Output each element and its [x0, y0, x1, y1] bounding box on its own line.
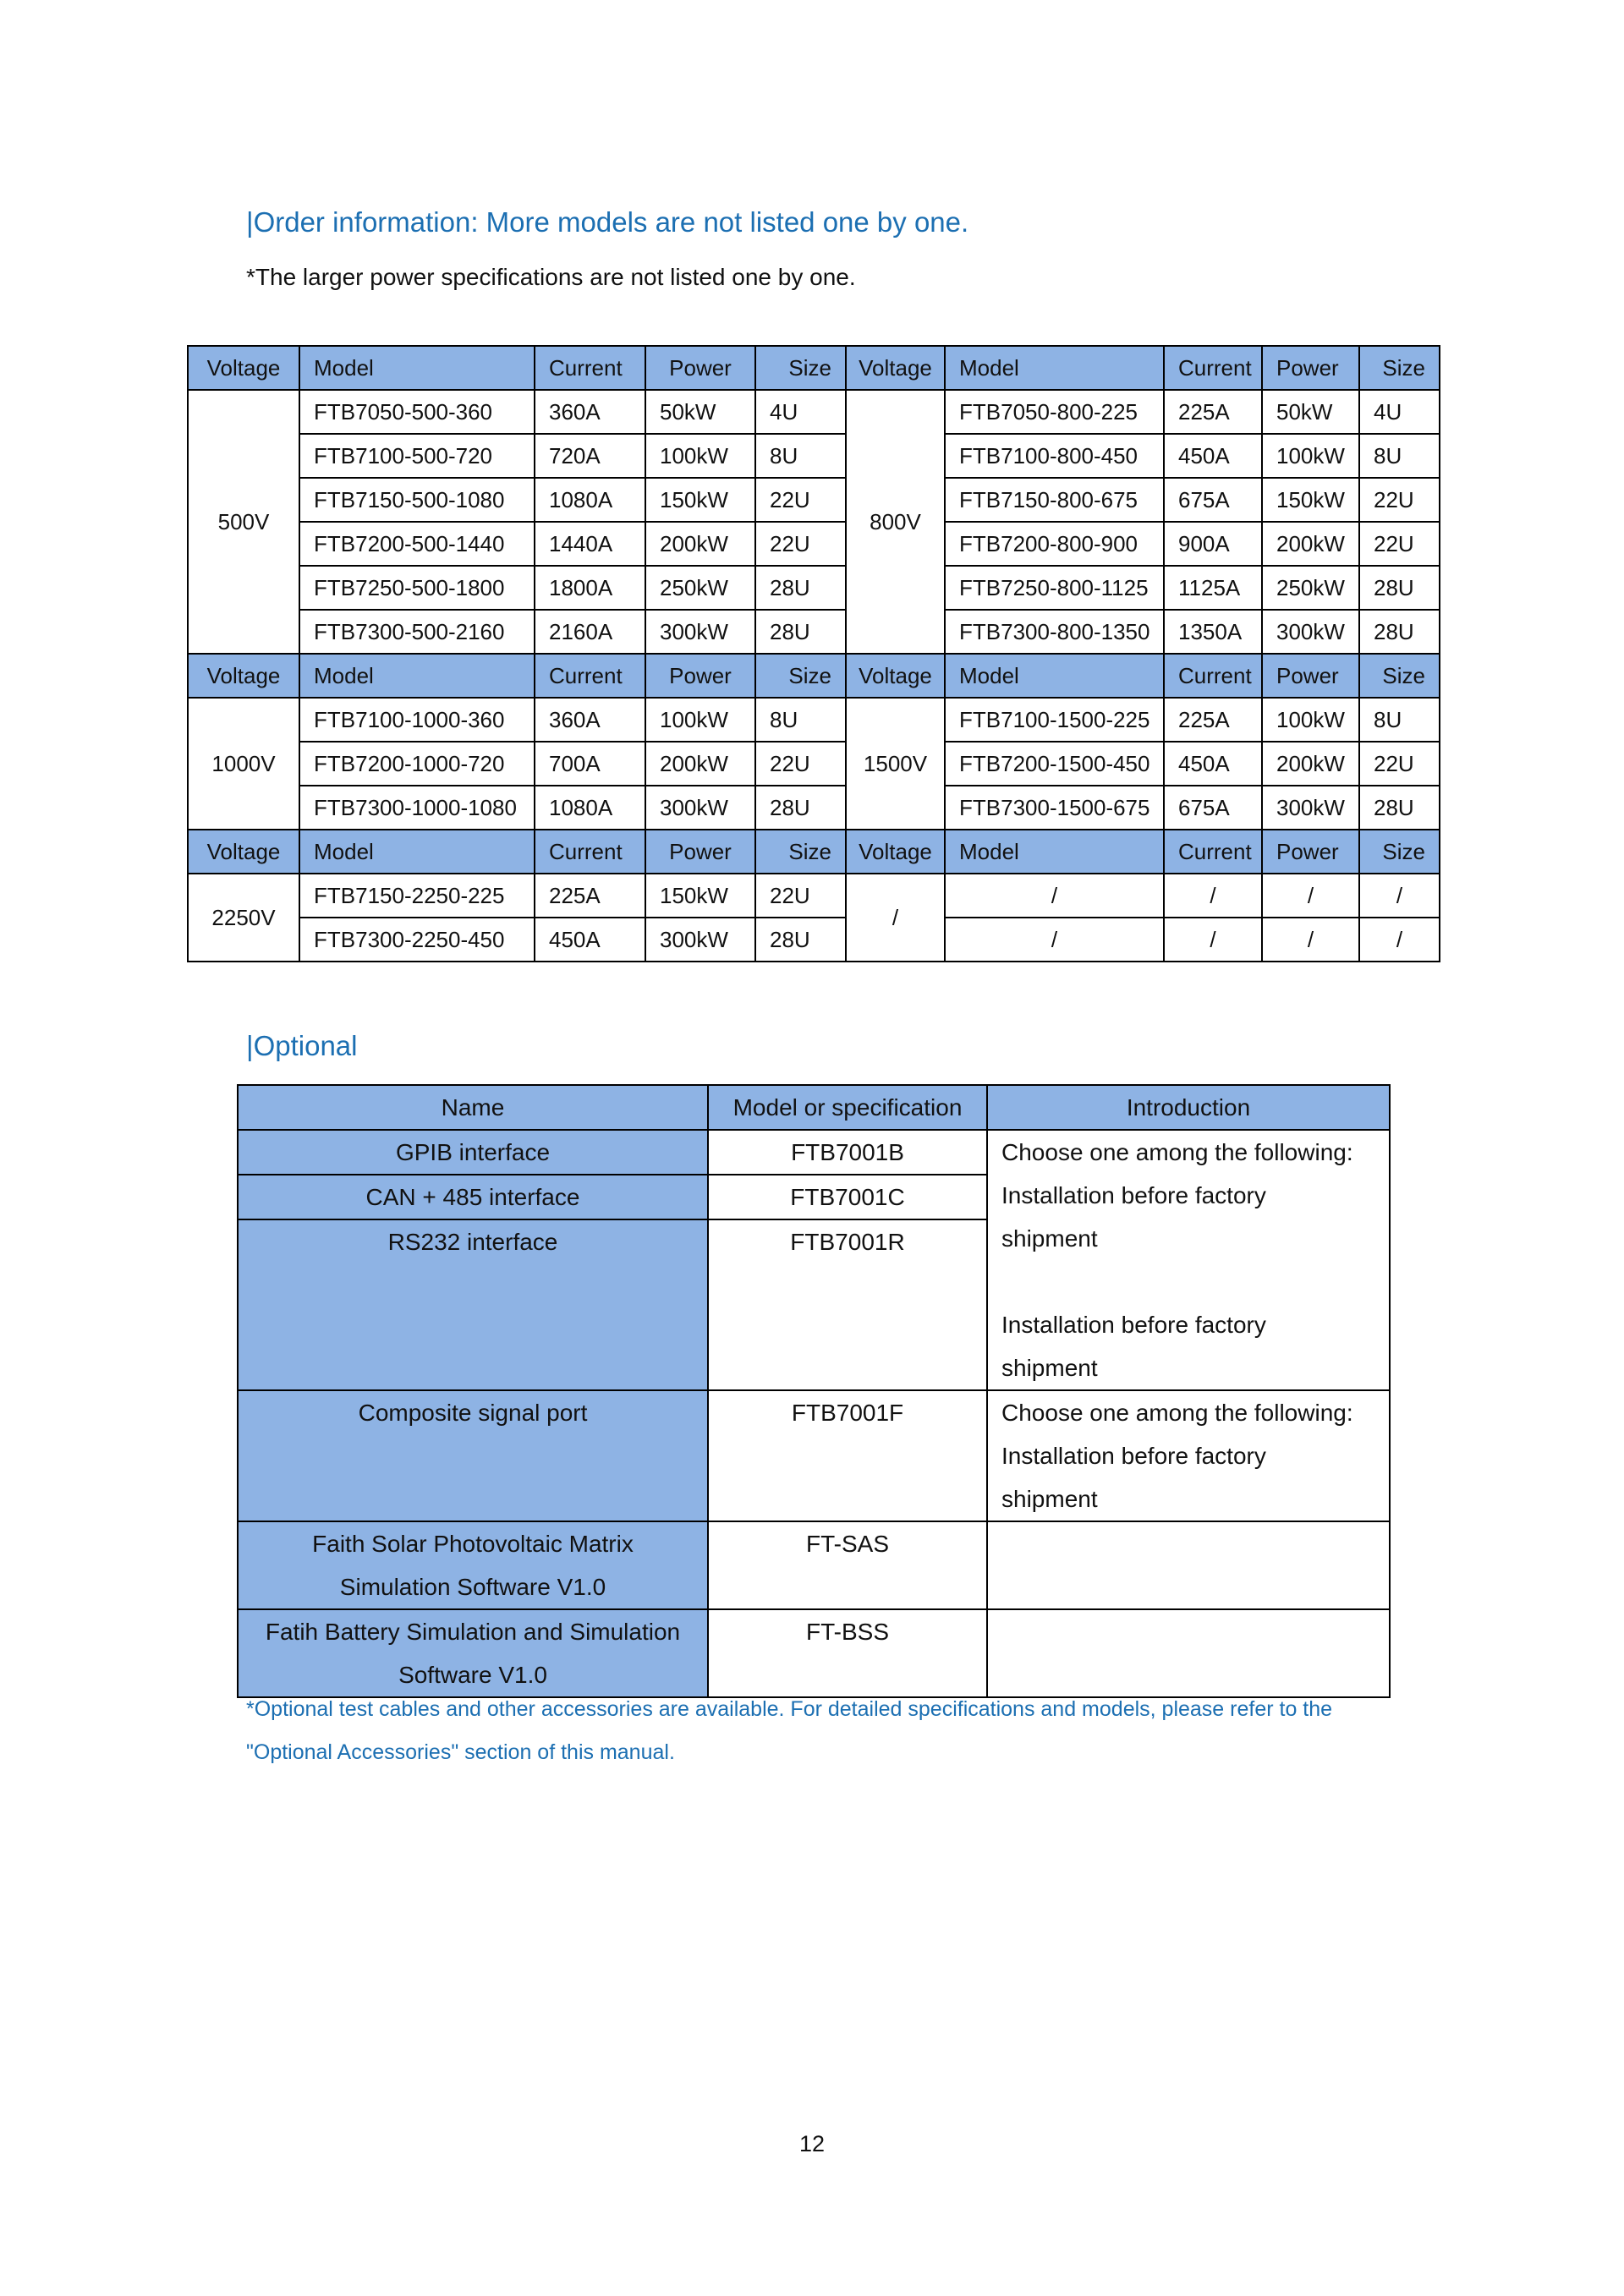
page-number: 12 — [798, 2131, 826, 2156]
order-header-cell: Size — [1359, 830, 1440, 874]
voltage-cell: 1000V — [188, 698, 299, 830]
order-cell: / — [1262, 918, 1359, 962]
order-header-cell: Current — [1164, 346, 1262, 390]
order-cell: FTB7300-2250-450 — [299, 918, 535, 962]
order-cell: / — [1359, 918, 1440, 962]
order-cell: FTB7250-800-1125 — [945, 566, 1164, 610]
table-row — [188, 522, 1440, 566]
order-cell: 450A — [1164, 434, 1262, 478]
order-cell: FTB7100-1000-360 — [299, 698, 535, 742]
option-name: Fatih Battery Simulation and Simulation Software V1.0 — [238, 1609, 708, 1697]
order-cell: FTB7100-1500-225 — [945, 698, 1164, 742]
order-cell: 28U — [1359, 610, 1440, 654]
order-cell: FTB7300-500-2160 — [299, 610, 535, 654]
order-cell: 28U — [755, 786, 846, 830]
order-cell: 50kW — [1262, 390, 1359, 434]
order-cell: / — [945, 918, 1164, 962]
table-row — [188, 742, 1440, 786]
order-cell: 22U — [1359, 522, 1440, 566]
order-note: *The larger power specifications are not listed one by one. — [246, 264, 856, 290]
table-row — [188, 434, 1440, 478]
order-cell: 28U — [755, 918, 846, 962]
order-cell: 28U — [755, 610, 846, 654]
order-header-cell: Power — [1262, 654, 1359, 698]
order-header-cell: Voltage — [846, 654, 945, 698]
order-cell: 1800A — [535, 566, 645, 610]
order-header-row — [188, 654, 1440, 698]
order-cell: FTB7100-500-720 — [299, 434, 535, 478]
order-cell: 100kW — [1262, 698, 1359, 742]
order-cell: / — [1359, 874, 1440, 918]
order-cell: 4U — [1359, 390, 1440, 434]
order-cell: 360A — [535, 698, 645, 742]
order-cell: 22U — [1359, 742, 1440, 786]
order-cell: 28U — [755, 566, 846, 610]
order-cell: FTB7100-800-450 — [945, 434, 1164, 478]
order-cell: 200kW — [645, 742, 755, 786]
order-cell: 200kW — [1262, 522, 1359, 566]
order-cell: 360A — [535, 390, 645, 434]
order-cell: FTB7250-500-1800 — [299, 566, 535, 610]
optional-table — [237, 1084, 1391, 1698]
order-header-cell: Power — [1262, 346, 1359, 390]
order-cell: 50kW — [645, 390, 755, 434]
optional-heading: |Optional — [246, 1030, 358, 1061]
order-cell: 200kW — [645, 522, 755, 566]
order-cell: 200kW — [1262, 742, 1359, 786]
order-cell: 1350A — [1164, 610, 1262, 654]
optional-header-row — [238, 1085, 1390, 1130]
order-cell: 300kW — [1262, 610, 1359, 654]
optional-footnote: *Optional test cables and other accessories are available. For detailed specifications and models, please refer to the "Optional Accessories" section of this manual. — [246, 1697, 1333, 1764]
order-header-cell: Model — [299, 830, 535, 874]
order-cell: FTB7200-500-1440 — [299, 522, 535, 566]
order-header-cell: Power — [1262, 830, 1359, 874]
table-row — [188, 698, 1440, 742]
order-cell: 300kW — [645, 918, 755, 962]
order-header-cell: Voltage — [188, 346, 299, 390]
order-cell: FTB7150-2250-225 — [299, 874, 535, 918]
order-cell: 2160A — [535, 610, 645, 654]
order-cell: 1080A — [535, 478, 645, 522]
order-cell: FTB7050-500-360 — [299, 390, 535, 434]
order-cell: 225A — [1164, 698, 1262, 742]
order-cell: 300kW — [1262, 786, 1359, 830]
order-cell: 28U — [1359, 786, 1440, 830]
order-cell: 100kW — [645, 434, 755, 478]
order-cell: 22U — [755, 742, 846, 786]
order-cell: 28U — [1359, 566, 1440, 610]
order-header-cell: Current — [535, 830, 645, 874]
order-header-cell: Power — [645, 654, 755, 698]
order-heading: |Order information: More models are not listed one by one. — [246, 206, 969, 238]
option-model: FT-BSS — [708, 1609, 987, 1697]
order-cell: 250kW — [645, 566, 755, 610]
order-cell: 900A — [1164, 522, 1262, 566]
option-model: FT-SAS — [708, 1521, 987, 1609]
table-row — [238, 1390, 1390, 1521]
order-header-cell: Current — [535, 654, 645, 698]
voltage-cell: 1500V — [846, 698, 945, 830]
order-cell: 675A — [1164, 786, 1262, 830]
order-cell: / — [1164, 918, 1262, 962]
order-cell: FTB7200-800-900 — [945, 522, 1164, 566]
order-header-cell: Voltage — [846, 830, 945, 874]
order-header-cell: Model — [299, 346, 535, 390]
order-cell: 22U — [755, 478, 846, 522]
order-cell: 22U — [1359, 478, 1440, 522]
order-header-row — [188, 346, 1440, 390]
option-introduction: Choose one among the following: Installation before factory shipment Installation before factory shipment — [987, 1130, 1390, 1390]
option-model: FTB7001C — [708, 1175, 987, 1219]
table-row — [188, 874, 1440, 918]
order-cell: 225A — [1164, 390, 1262, 434]
voltage-cell: / — [846, 874, 945, 962]
order-cell: / — [1262, 874, 1359, 918]
voltage-cell: 2250V — [188, 874, 299, 962]
voltage-cell: 500V — [188, 390, 299, 654]
order-header-cell: Model — [299, 654, 535, 698]
order-cell: 300kW — [645, 610, 755, 654]
order-header-cell: Size — [1359, 346, 1440, 390]
order-header-cell: Power — [645, 346, 755, 390]
order-cell: 225A — [535, 874, 645, 918]
table-row — [238, 1521, 1390, 1609]
table-row — [188, 918, 1440, 962]
table-row — [188, 786, 1440, 830]
order-cell: 100kW — [1262, 434, 1359, 478]
order-header-cell: Size — [755, 830, 846, 874]
voltage-cell: 800V — [846, 390, 945, 654]
option-name: Faith Solar Photovoltaic Matrix Simulation Software V1.0 — [238, 1521, 708, 1609]
order-cell: FTB7150-800-675 — [945, 478, 1164, 522]
order-cell: 100kW — [645, 698, 755, 742]
order-cell: 1440A — [535, 522, 645, 566]
option-model: FTB7001F — [708, 1390, 987, 1521]
option-introduction — [987, 1609, 1390, 1697]
order-header-cell: Model — [945, 346, 1164, 390]
option-name: CAN + 485 interface — [238, 1175, 708, 1219]
order-cell: 8U — [1359, 434, 1440, 478]
order-cell: FTB7150-500-1080 — [299, 478, 535, 522]
order-cell: 150kW — [1262, 478, 1359, 522]
table-row — [238, 1609, 1390, 1697]
order-cell: FTB7050-800-225 — [945, 390, 1164, 434]
order-cell: 150kW — [645, 874, 755, 918]
order-header-cell: Current — [1164, 830, 1262, 874]
order-header-cell: Voltage — [846, 346, 945, 390]
order-cell: FTB7300-800-1350 — [945, 610, 1164, 654]
option-introduction — [987, 1521, 1390, 1609]
option-model: FTB7001R — [708, 1219, 987, 1390]
order-cell: FTB7200-1500-450 — [945, 742, 1164, 786]
order-cell: 700A — [535, 742, 645, 786]
order-cell: 8U — [755, 434, 846, 478]
order-cell: / — [945, 874, 1164, 918]
order-cell: FTB7300-1500-675 — [945, 786, 1164, 830]
order-header-cell: Model — [945, 654, 1164, 698]
order-cell: 300kW — [645, 786, 755, 830]
order-cell: 4U — [755, 390, 846, 434]
table-row — [238, 1130, 1390, 1175]
order-cell: 1125A — [1164, 566, 1262, 610]
order-header-cell: Size — [1359, 654, 1440, 698]
order-header-cell: Size — [755, 346, 846, 390]
order-cell: / — [1164, 874, 1262, 918]
option-name: Composite signal port — [238, 1390, 708, 1521]
order-cell: 22U — [755, 874, 846, 918]
order-cell: 1080A — [535, 786, 645, 830]
option-name: RS232 interface — [238, 1219, 708, 1390]
order-header-cell: Model — [945, 830, 1164, 874]
order-cell: 450A — [535, 918, 645, 962]
order-cell: 250kW — [1262, 566, 1359, 610]
option-introduction: Choose one among the following: Installation before factory shipment — [987, 1390, 1390, 1521]
option-name: GPIB interface — [238, 1130, 708, 1175]
order-table — [187, 345, 1440, 962]
order-cell: FTB7200-1000-720 — [299, 742, 535, 786]
optional-header-cell: Name — [238, 1085, 708, 1130]
order-cell: 450A — [1164, 742, 1262, 786]
order-header-cell: Current — [1164, 654, 1262, 698]
table-row — [188, 566, 1440, 610]
table-row — [188, 390, 1440, 434]
order-cell: 22U — [755, 522, 846, 566]
optional-header-cell: Model or specification — [708, 1085, 987, 1130]
order-header-cell: Voltage — [188, 654, 299, 698]
order-cell: 8U — [755, 698, 846, 742]
order-cell: 720A — [535, 434, 645, 478]
order-cell: FTB7300-1000-1080 — [299, 786, 535, 830]
order-header-cell: Power — [645, 830, 755, 874]
order-header-row — [188, 830, 1440, 874]
order-cell: 8U — [1359, 698, 1440, 742]
optional-header-cell: Introduction — [987, 1085, 1390, 1130]
table-row — [188, 478, 1440, 522]
order-header-cell: Voltage — [188, 830, 299, 874]
table-row — [188, 610, 1440, 654]
order-cell: 675A — [1164, 478, 1262, 522]
order-cell: 150kW — [645, 478, 755, 522]
order-header-cell: Current — [535, 346, 645, 390]
order-header-cell: Size — [755, 654, 846, 698]
option-model: FTB7001B — [708, 1130, 987, 1175]
